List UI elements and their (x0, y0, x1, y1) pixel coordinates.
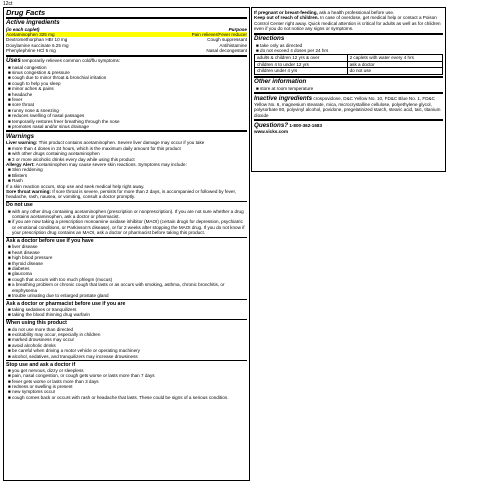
ask-doctor-item: ■ thyroid disease (8, 260, 43, 266)
other-info-list (254, 86, 443, 91)
inactive-text: crospovidone, D&C Yellow No. 10, FD&C Blue No. 1, FD&C Yellow No. 6, magnesium stearate, mica, microcrystalline cellulose, polyethylene glycol, polysorbate 80, polyvinyl alcohol, povidone, pregelatinized starch, stearic acid, talc, titanium dioxide (254, 95, 441, 118)
ask-doctor-list (6, 244, 247, 298)
warnings-heading: Warnings (6, 132, 35, 140)
dosage-table (254, 54, 443, 74)
use-item: ■ sinus congestion & pressure (8, 69, 70, 75)
do-not-use-heading: Do not use (6, 202, 33, 209)
active-ingredients-list (6, 32, 247, 54)
active-ingredients-section (6, 19, 247, 54)
stop-use-item: ■ cough comes back or occurs with rash or headache that lasts. These could be signs of a serious condition. (8, 394, 229, 400)
stop-use-item: ■ fever gets worse or lasts more than 3 days (8, 378, 99, 384)
ask-doctor-item: ■ diabetes (8, 265, 30, 271)
allergy-symptom-item: ■ Skin reddening (8, 167, 43, 173)
ask-doctor-item: ■ cough that occurs with too much phlegm (mucus) (8, 276, 113, 282)
use-item: ■ fever (8, 96, 23, 102)
stop-use-list (6, 368, 247, 400)
when-using-list (6, 327, 247, 359)
pregnancy-lead: If pregnant or breast-feeding, (254, 10, 318, 15)
ask-pharmacist-heading: Ask a doctor or pharmacist before use if you are (6, 300, 126, 307)
do-not-use-item: ■ if you are now taking a prescription monoamine oxidase inhibitor (MAOI) (certain drugs for depression, psychiatric or emotional conditions, or Parkinson's disease), or for 2 weeks after stopping the MAOI drug. If you do not know if your prescription drug contains an MAOI, ask a doctor or pharmacist before taking this product. (8, 219, 245, 236)
inactive-heading: Inactive ingredients (254, 94, 313, 102)
liver-warning-item: ■ 3 or more alcoholic drinks every day while using this product (8, 156, 135, 162)
dosage-amount: do not use (347, 68, 442, 74)
dosage-amount: ask a doctor (347, 61, 442, 67)
stop-use-item: ■ new symptoms occur (8, 389, 56, 395)
use-item: ■ headache (8, 91, 33, 97)
do-not-use-item: ■ with any other drug containing acetaminophen (prescription or nonprescription). If you are not sure whether a drug contains acetaminophen, ask a doctor or pharmacist. (8, 208, 244, 219)
when-using-item: ■ be careful when driving a motor vehicle or operating machinery (8, 348, 140, 354)
when-using-heading: When using this product (6, 320, 67, 327)
use-item: ■ reduces swelling of nasal passages (8, 113, 85, 119)
drug-facts-title: Drug Facts (6, 8, 247, 19)
directions-section (254, 33, 443, 75)
uses-list (6, 65, 247, 130)
allergy-symptom-item: ■ Blisters (8, 172, 28, 178)
active-ingredient-row (6, 48, 247, 53)
use-item: ■ runny nose & sneezing (8, 107, 59, 113)
use-item: ■ promotes nasal and/or sinus drainage (8, 124, 89, 129)
stop-use-heading: Stop use and ask a doctor if (6, 361, 76, 368)
keep-out-text: In case of overdose, get medical help or contact a Poison Control Center right away. Quick medical attention is critical for adults as well as for children even if you do not notice any signs or symptoms. (254, 15, 441, 32)
ingredient-purpose: Pain reliever/Fever reducer (191, 31, 247, 37)
allergy-alert-lead: Allergy Alert: (6, 162, 35, 168)
inactive-section (254, 92, 443, 118)
stop-use-item: ■ you get nervous, dizzy or sleepless (8, 367, 84, 373)
other-info-heading: Other information (254, 78, 307, 86)
ask-doctor-item: ■ a breathing problem or chronic cough that lasts or as occurs with smoking, asthma, chronic bronchitis, or emphysema (8, 282, 225, 293)
liver-warning-item: ■ more than 4 doses in 24 hours, which is the maximum daily amount for this product (8, 145, 181, 151)
ingredient-name: Dextromethorphan HBr 10 mg (6, 37, 68, 43)
directions-heading: Directions (254, 35, 285, 43)
ask-doctor-item: ■ glaucoma (8, 271, 32, 277)
dosage-age: adults & children 12 yrs & over (255, 55, 348, 61)
when-using-item: ■ do not use more than directed (8, 326, 74, 332)
dosage-age: children 4 to under 12 yrs (255, 61, 348, 67)
ask-doctor-item: ■ liver disease (8, 244, 38, 250)
uses-heading: Uses (6, 57, 21, 65)
ingredient-name: Doxylamine succinate 6.25 mg (6, 42, 69, 48)
liver-warning-lead: Liver warning: (6, 140, 38, 146)
ingredient-name: Phenylephrine HCl 5 mg (6, 48, 56, 54)
questions-phone: 1-800-362-1683 (289, 122, 323, 128)
use-item: ■ cough to help you sleep (8, 80, 61, 86)
when-using-item: ■ alcohol, sedatives, and tranquilizers may increase drowsiness (8, 353, 138, 359)
pregnancy-text: ask a health professional before use. (319, 10, 395, 15)
allergy-alert-text: Acetaminophen may cause severe skin reactions. Symptoms may include: (35, 162, 187, 168)
dosage-age: children under 4 yrs (255, 68, 348, 74)
questions-heading: Questions? (254, 121, 289, 129)
sore-throat-text: If sore throat is severe, persists for more than 2 days, is accompanied or followed by fever, headache, rash, nausea, or vomiting, consult a doctor promptly. (6, 189, 237, 200)
drug-facts-panel-left (3, 7, 250, 481)
allergy-after: If a skin reaction occurs, stop use and seek medical help right away. (6, 183, 145, 189)
website: www.vicks.com (254, 129, 289, 135)
active-ingredients-heading: Active ingredients (6, 19, 60, 26)
when-using-item: ■ avoid alcoholic drinks (8, 342, 56, 348)
sore-throat-lead: Sore throat warning: (6, 189, 51, 195)
other-info-item: ■ store at room temperature (256, 85, 314, 91)
ask-doctor-heading: Ask a doctor before use if you have (6, 238, 94, 245)
ask-doctor-item: ■ trouble urinating due to enlarged prostate gland (8, 292, 109, 298)
uses-section (6, 55, 247, 130)
count-label: 12ct (3, 1, 13, 7)
stop-use-item: ■ redness or swelling is present (8, 383, 73, 389)
ask-doctor-item: ■ high blood pressure (8, 255, 53, 261)
ingredient-purpose: Antihistamine (219, 42, 247, 48)
ask-pharmacist-item: ■ taking sedatives or tranquilizers (8, 307, 77, 313)
ingredient-purpose: Nasal decongestant (206, 48, 247, 54)
ingredient-purpose: Cough suppressant (207, 37, 247, 43)
use-item: ■ nasal congestion (8, 64, 47, 70)
uses-intro: temporarily relieves common cold/flu symptoms: (22, 58, 121, 64)
stop-use-item: ■ pain, nasal congestion, or cough gets worse or lasts more than 7 days (8, 373, 155, 379)
other-info-section (254, 76, 443, 91)
dosage-row (255, 68, 443, 74)
purpose-heading: Purpose (228, 26, 247, 32)
warnings-section (6, 130, 247, 400)
use-item: ■ cough due to minor throat & bronchial irritation (8, 75, 107, 81)
use-item: ■ temporarily restores freer breathing through the nose (8, 118, 120, 124)
liver-warning-item: ■ with other drugs containing acetaminophen (8, 151, 100, 157)
liver-list (6, 146, 247, 162)
ask-pharmacist-item: ■ taking the blood thinning drug warfarin (8, 312, 90, 318)
dosage-amount: 2 caplets with water every 4 hrs (347, 55, 442, 61)
ask-doctor-item: ■ heart disease (8, 249, 40, 255)
active-sub: (in each caplet) (6, 26, 40, 32)
use-item: ■ sore throat (8, 102, 35, 108)
direction-item: ■ do not exceed 4 doses per 24 hrs (256, 48, 329, 54)
do-not-use-list (6, 209, 247, 236)
allergy-list (6, 167, 247, 183)
keep-out-lead: Keep out of reach of children. (254, 15, 319, 21)
ask-pharmacist-list (6, 307, 247, 318)
when-using-item: ■ marked drowsiness may occur (8, 337, 75, 343)
ingredient-name: Acetaminophen 325 mg (6, 31, 55, 37)
allergy-symptom-item: ■ Rash (8, 178, 23, 184)
when-using-item: ■ excitability may occur, especially in children (8, 332, 101, 337)
questions-section (254, 119, 443, 134)
liver-warning-text: This product contains acetaminophen. Severe liver damage may occur if you take (38, 140, 205, 146)
directions-list (254, 43, 443, 54)
direction-item: ■ take only as directed (256, 42, 303, 48)
drug-facts-panel-right (251, 7, 446, 172)
use-item: ■ minor aches & pains (8, 86, 54, 92)
